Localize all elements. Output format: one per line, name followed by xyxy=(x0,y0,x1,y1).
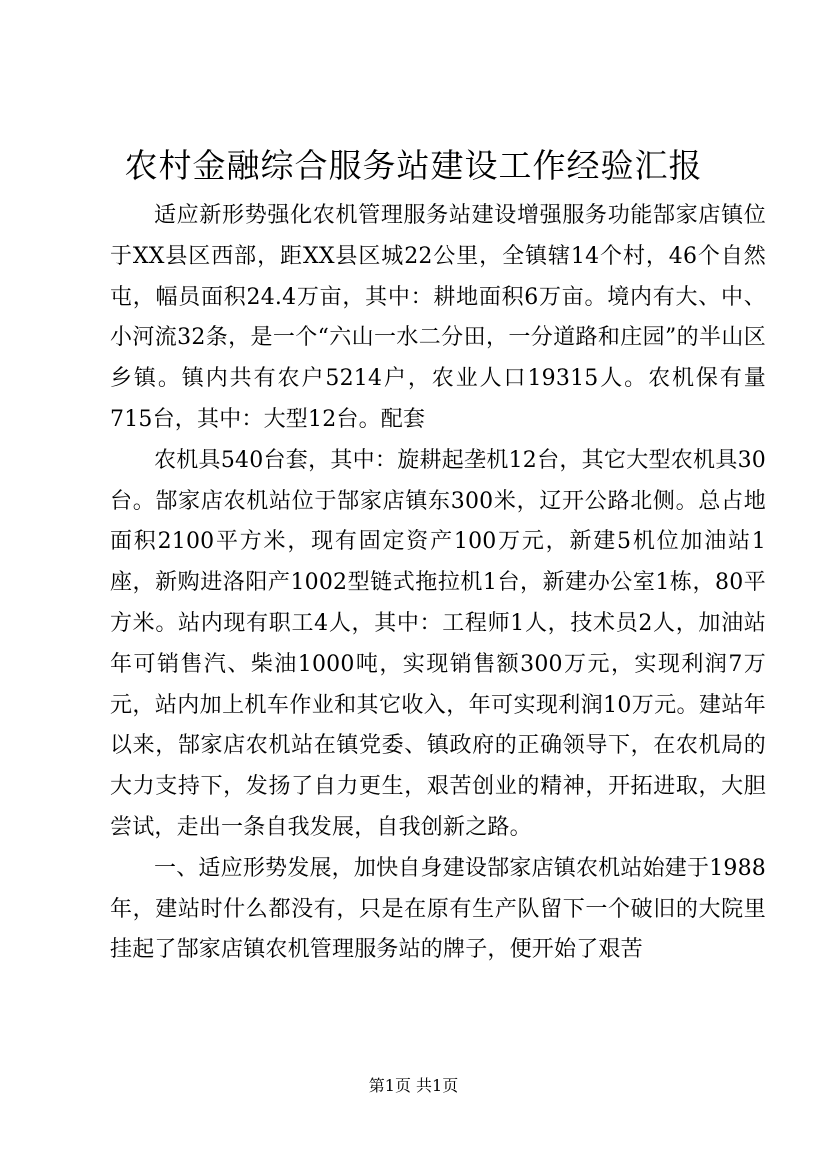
paragraph-1: 适应新形势强化农机管理服务站建设增强服务功能郜家店镇位于XX县区西部，距XX县区城22公里，全镇辖14个村，46个自然屯，幅员面积24.4万亩，其中：耕地面积6万亩。境内有大、中、小河流32条，是一个“六山一水二分田，一分道路和庄园”的半山区乡镇。镇内共有农户5214户，农业人口19315人。农机保有量715台，其中：大型12台。配套 xyxy=(110,203,766,432)
paragraph-2: 农机具540台套，其中：旋耕起垄机12台，其它大型农机具30台。郜家店农机站位于郜家店镇东300米，辽开公路北侧。总占地面积2100平方米，现有固定资产100万元，新建5机位加油站1座，新购进洛阳产1002型链式拖拉机1台，新建办公室1栋，80平方米。站内现有职工4人，其中：工程师1人，技术员2人，加油站年可销售汽、柴油1000吨，实现销售额300万元，实现利润7万元，站内加上机车作业和其它收入，年可实现利润10万元。建站年以来，郜家店农机站在镇党委、镇政府的正确领导下，在农机局的大力支持下，发扬了自力更生，艰苦创业的精神，开拓进取，大胆尝试，走出一条自我发展，自我创新之路。 xyxy=(110,447,766,840)
paragraph-3: 一、适应形势发展，加快自身建设郜家店镇农机站始建于1988年，建站时什么都没有，只是在原有生产队留下一个破旧的大院里挂起了郜家店镇农机管理服务站的牌子，便开始了艰苦 xyxy=(110,855,766,963)
document-body xyxy=(110,196,766,971)
document-title: 农村金融综合服务站建设工作经验汇报 xyxy=(124,146,703,185)
page-footer: 第1页 共1页 xyxy=(368,1076,459,1095)
